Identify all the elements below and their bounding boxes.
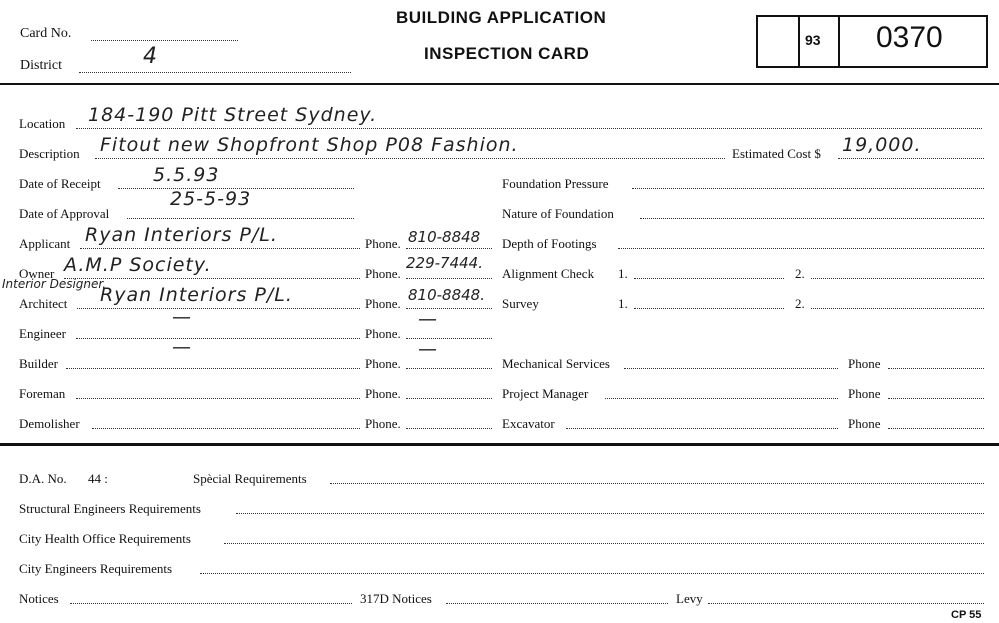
engineers-requirements-field[interactable] bbox=[200, 573, 984, 574]
alignment-2-field[interactable] bbox=[811, 278, 984, 279]
date-receipt-label: Date of Receipt bbox=[19, 176, 101, 191]
engineer-label: Engineer bbox=[19, 326, 66, 341]
builder-label: Builder bbox=[19, 356, 58, 371]
alignment-1-field[interactable] bbox=[634, 278, 784, 279]
date-approval-label: Date of Approval bbox=[19, 206, 110, 221]
alignment-2-label: 2. bbox=[795, 266, 805, 281]
architect-label: Architect bbox=[19, 296, 68, 311]
owner-label: Owner bbox=[19, 266, 55, 281]
mechanical-phone-field[interactable] bbox=[888, 368, 984, 369]
engineers-requirements-label: City Engineers Requirements bbox=[19, 561, 173, 576]
architect-value: Ryan Interiors P/L. bbox=[100, 284, 293, 306]
applicant-label: Applicant bbox=[19, 236, 71, 251]
project-manager-phone-field[interactable] bbox=[888, 398, 984, 399]
title-line-2: INSPECTION CARD bbox=[424, 44, 590, 63]
architect-phone-label: Phone. bbox=[365, 296, 401, 311]
foreman-phone-field[interactable] bbox=[406, 398, 492, 399]
alignment-1-label: 1. bbox=[618, 266, 628, 281]
excavator-phone-field[interactable] bbox=[888, 428, 984, 429]
survey-label: Survey bbox=[502, 296, 539, 311]
architect-note: Interior Designer. bbox=[2, 277, 107, 291]
applicant-phone-label: Phone. bbox=[365, 236, 401, 251]
box-number: 0370 bbox=[876, 21, 943, 54]
engineer-phone-label: Phone. bbox=[365, 326, 401, 341]
project-manager-phone-label: Phone bbox=[848, 386, 881, 401]
da-no-value: 44 : bbox=[88, 471, 108, 486]
date-approval-field[interactable] bbox=[127, 218, 354, 219]
alignment-check-label: Alignment Check bbox=[502, 266, 595, 281]
structural-requirements-label: Structural Engineers Requirements bbox=[19, 501, 201, 516]
nature-foundation-field[interactable] bbox=[640, 218, 984, 219]
location-value: 184-190 Pitt Street Sydney. bbox=[88, 104, 378, 126]
project-manager-field[interactable] bbox=[605, 398, 838, 399]
survey-1-label: 1. bbox=[618, 296, 628, 311]
da-no-label: D.A. No. bbox=[19, 471, 67, 486]
owner-field[interactable] bbox=[64, 278, 360, 279]
survey-2-field[interactable] bbox=[811, 308, 984, 309]
applicant-field[interactable] bbox=[80, 248, 360, 249]
applicant-phone-field[interactable] bbox=[406, 248, 492, 249]
owner-phone-label: Phone. bbox=[365, 266, 401, 281]
card-no-field[interactable] bbox=[91, 40, 238, 41]
excavator-field[interactable] bbox=[566, 428, 838, 429]
owner-phone-value: 229-7444. bbox=[406, 254, 483, 272]
survey-2-label: 2. bbox=[795, 296, 805, 311]
card-number-boxes bbox=[756, 15, 988, 68]
foreman-field[interactable] bbox=[76, 398, 360, 399]
notices-317d-field[interactable] bbox=[446, 603, 668, 604]
engineer-phone-value: — bbox=[418, 308, 438, 330]
builder-phone-label: Phone. bbox=[365, 356, 401, 371]
date-receipt-value: 5.5.93 bbox=[153, 164, 220, 186]
box-year: 93 bbox=[805, 32, 821, 48]
date-approval-value: 25-5-93 bbox=[170, 188, 252, 210]
project-manager-label: Project Manager bbox=[502, 386, 589, 401]
excavator-label: Excavator bbox=[502, 416, 555, 431]
architect-field[interactable] bbox=[77, 308, 360, 309]
architect-phone-value: 810-8848. bbox=[408, 286, 485, 304]
builder-phone-field[interactable] bbox=[406, 368, 492, 369]
special-requirements-label: Spècial Requirements bbox=[193, 471, 307, 486]
notices-317d-label: 317D Notices bbox=[360, 591, 432, 606]
health-requirements-field[interactable] bbox=[224, 543, 984, 544]
structural-requirements-field[interactable] bbox=[236, 513, 984, 514]
foreman-phone-label: Phone. bbox=[365, 386, 401, 401]
depth-footings-field[interactable] bbox=[618, 248, 984, 249]
demolisher-phone-label: Phone. bbox=[365, 416, 401, 431]
special-requirements-field[interactable] bbox=[330, 483, 984, 484]
location-label: Location bbox=[19, 116, 66, 131]
form-code: CP 55 bbox=[951, 609, 982, 621]
engineer-value: — bbox=[172, 306, 192, 328]
owner-phone-field[interactable] bbox=[406, 278, 492, 279]
estimated-cost-value: 19,000. bbox=[842, 134, 922, 156]
demolisher-label: Demolisher bbox=[19, 416, 80, 431]
district-field[interactable] bbox=[79, 72, 351, 73]
description-field[interactable] bbox=[95, 158, 725, 159]
survey-1-field[interactable] bbox=[634, 308, 784, 309]
description-value: Fitout new Shopfront Shop P08 Fashion. bbox=[100, 134, 519, 156]
mechanical-phone-label: Phone bbox=[848, 356, 881, 371]
builder-field[interactable] bbox=[66, 368, 360, 369]
district-value: 4 bbox=[143, 44, 158, 69]
card-no-label: Card No. bbox=[20, 26, 72, 41]
levy-label: Levy bbox=[676, 591, 703, 606]
applicant-value: Ryan Interiors P/L. bbox=[85, 224, 278, 246]
demolisher-phone-field[interactable] bbox=[406, 428, 492, 429]
engineer-field[interactable] bbox=[76, 338, 360, 339]
builder-phone-value: — bbox=[418, 338, 438, 360]
builder-value: — bbox=[172, 336, 192, 358]
mechanical-field[interactable] bbox=[624, 368, 838, 369]
mechanical-label: Mechanical Services bbox=[502, 356, 610, 371]
owner-value: A.M.P Society. bbox=[64, 254, 212, 276]
health-requirements-label: City Health Office Requirements bbox=[19, 531, 191, 546]
foundation-pressure-field[interactable] bbox=[632, 188, 984, 189]
nature-foundation-label: Nature of Foundation bbox=[502, 206, 614, 221]
title-line-1: BUILDING APPLICATION bbox=[396, 8, 607, 27]
foundation-pressure-label: Foundation Pressure bbox=[502, 176, 609, 191]
notices-label: Notices bbox=[19, 591, 59, 606]
levy-field[interactable] bbox=[708, 603, 984, 604]
estimated-cost-label: Estimated Cost $ bbox=[732, 146, 821, 161]
notices-field[interactable] bbox=[70, 603, 352, 604]
applicant-phone-value: 810-8848 bbox=[408, 228, 481, 246]
section-divider bbox=[0, 443, 999, 446]
location-field[interactable] bbox=[76, 128, 982, 129]
foreman-label: Foreman bbox=[19, 386, 66, 401]
excavator-phone-label: Phone bbox=[848, 416, 881, 431]
description-label: Description bbox=[19, 146, 80, 161]
district-label: District bbox=[20, 58, 62, 73]
estimated-cost-field[interactable] bbox=[838, 158, 984, 159]
depth-footings-label: Depth of Footings bbox=[502, 236, 597, 251]
demolisher-field[interactable] bbox=[92, 428, 360, 429]
header-divider bbox=[0, 83, 999, 85]
